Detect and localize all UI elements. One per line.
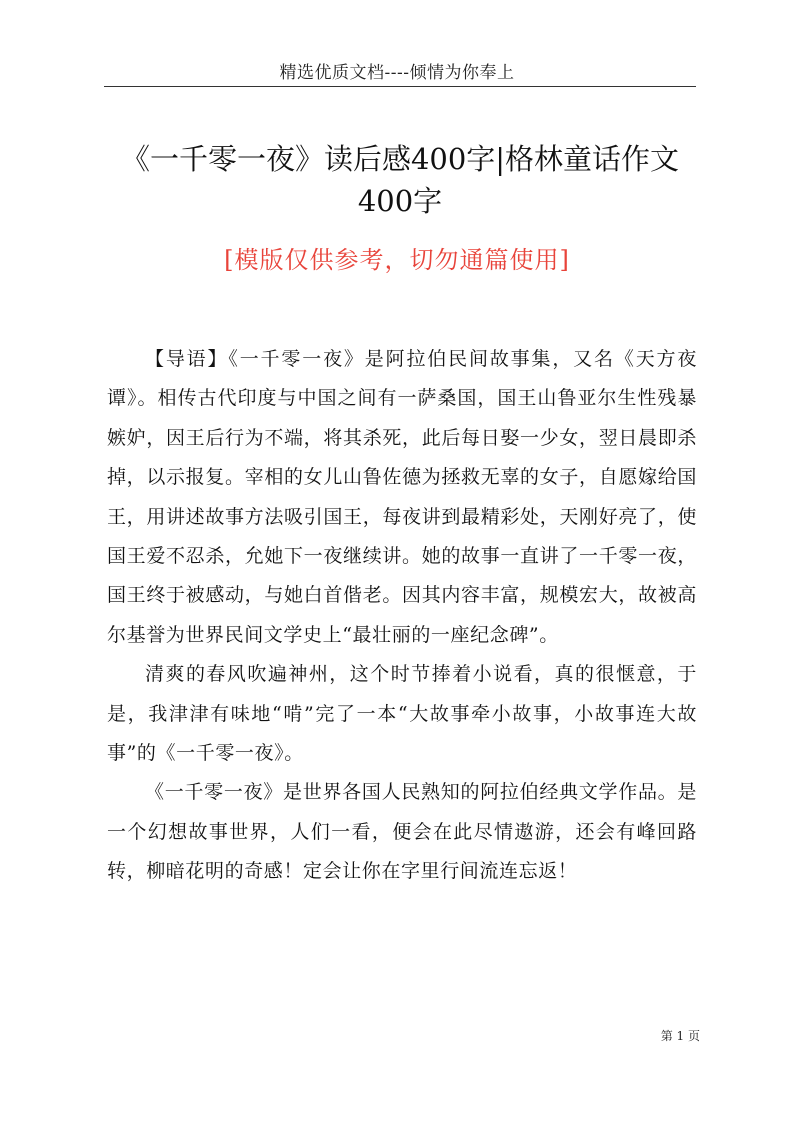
document-title: 《一千零一夜》读后感400字|格林童话作文400字 xyxy=(120,142,680,218)
document-body xyxy=(107,340,697,892)
paragraph-spring: 清爽的春风吹遍神州，这个时节捧着小说看，真的很惬意，于是，我津津有味地“啃”完了一本“大故事牵小故事，小故事连大故事”的《一千零一夜》。 xyxy=(107,663,697,765)
page-number: 第 1 页 xyxy=(660,1029,700,1043)
page-header: 精选优质文档----倾情为你奉上 xyxy=(279,63,515,83)
template-notice: [模版仅供参考，切勿通篇使用] xyxy=(224,246,570,274)
paragraph-classic: 《一千零一夜》是世界各国人民熟知的阿拉伯经典文学作品。是一个幻想故事世界，人们一看，便会在此尽情遨游，还会有峰回路转，柳暗花明的奇感！定会让你在字里行间流连忘返！ xyxy=(107,781,697,883)
header-divider xyxy=(104,86,696,87)
paragraph-intro: 【导语】《一千零一夜》是阿拉伯民间故事集，又名《天方夜谭》。相传古代印度与中国之间有一萨桑国，国王山鲁亚尔生性残暴嫉妒，因王后行为不端，将其杀死，此后每日娶一少女，翌日晨即杀掉，以示报复。宰相的女儿山鲁佐德为拯救无辜的女子，自愿嫁给国王，用讲述故事方法吸引国王，每夜讲到最精彩处，天刚好亮了，使国王爱不忍杀，允她下一夜继续讲。她的故事一直讲了一千零一夜，国王终于被感动，与她白首偕老。因其内容丰富，规模宏大，故被高尔基誉为世界民间文学史上“最壮丽的一座纪念碑”。 xyxy=(107,348,697,646)
